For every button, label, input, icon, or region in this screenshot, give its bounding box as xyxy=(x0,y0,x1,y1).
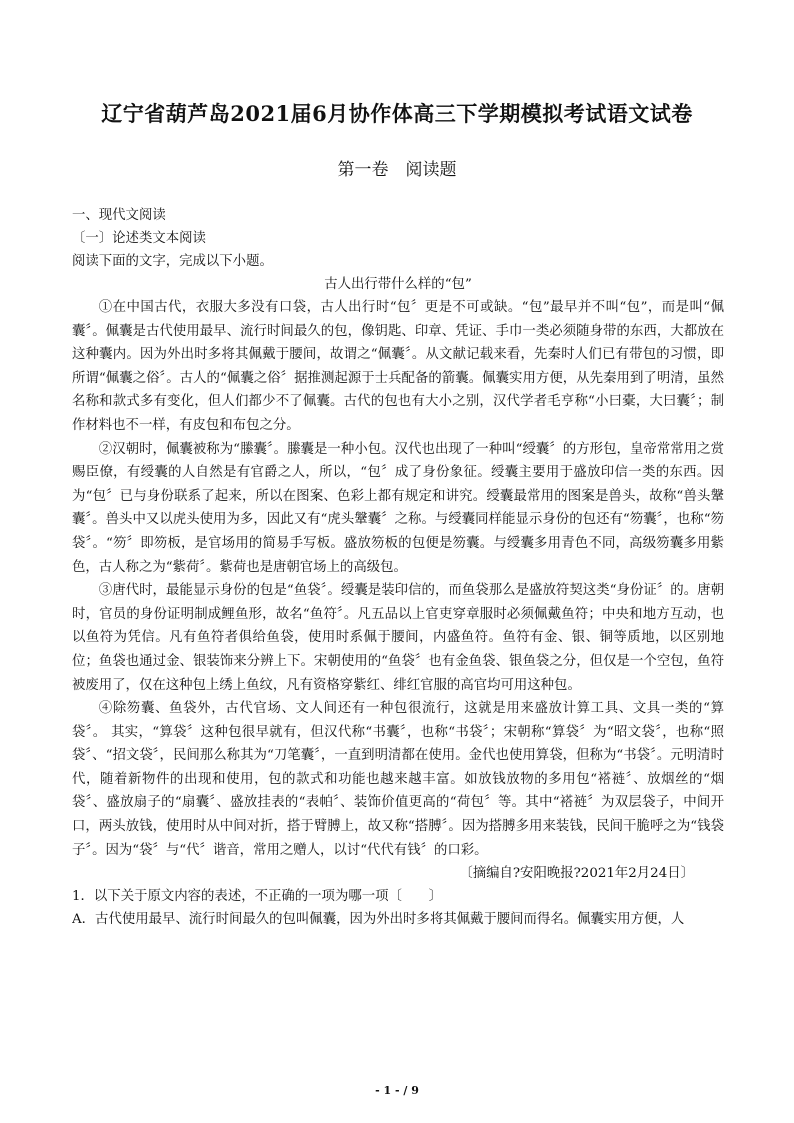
paragraph-4: ④除笏囊、鱼袋外，古代官场、文人间还有一种包很流行，这就是用来盛放计算工具、文具一类的“算袋〞。 其实，“算袋〞这种包很早就有，但汉代称“书囊〞，也称“书袋〞；宋朝称“算袋〞为“昭文袋〞，也称“照袋〞、“招文袋〞，民间那么称其为“刀笔囊〞，一直到明清都在使用。金代也使用算袋，但称为“书袋〞。元明清时代，随着新物件的出现和使用，包的款式和功能也越来越丰富。如放钱放物的多用包“褡裢〞、放烟丝的“烟袋〞、盛放扇子的“扇囊〞、盛放挂表的“表帕〞、装饰价值更高的“荷包〞等。其中“褡裢〞为双层袋子，中间开口，两头放钱，使用时从中间对折，搭于臂膊上，故又称“搭膊〞。因为搭膊多用来装钱，民间干脆呼之为“钱袋子〞。因为“袋〞与“代〞谐音，常用之赠人，以讨“代代有钱〞的口彩。 xyxy=(72,701,724,858)
source-citation: 〔摘编自?安阳晚报?2021年2月24日〕 xyxy=(459,866,694,882)
paragraph-3: ③唐代时，最能显示身份的包是“鱼袋〞。绶囊是装印信的，而鱼袋那么是盛放符契这类“身份证〞的。唐朝时，官员的身份证明制成鲤鱼形，故名“鱼符〞。凡五品以上官吏穿章服时必须佩戴鱼符；中央和地方互动，也以鱼符为凭信。凡有鱼符者俱给鱼袋，使用时系佩于腰间，内盛鱼符。鱼符有金、银、铜等质地，以区别地位；鱼袋也通过金、银装饰来分辨上下。宋朝使用的“鱼袋〞也有金鱼袋、银鱼袋之分，但仅是一个空包，鱼符被废用了，仅在这种包上绣上鱼纹，凡有资格穿紫红、绯红官服的高官均可用这种包。 xyxy=(72,583,724,693)
document-body xyxy=(72,204,724,931)
paragraph-2: ②汉朝时，佩囊被称为“縢囊〞。縢囊是一种小包。汉代也出现了一种叫“绶囊〞的方形包，皇帝常常用之赏赐臣僚，有绶囊的人自然是有官爵之人，所以，“包〞成了身份象征。绶囊主要用于盛放印信一类的东西。因为“包〞已与身份联系了起来，所以在图案、色彩上都有规定和讲究。绶囊最常用的图案是兽头，故称“兽头鞶囊〞。兽头中又以虎头使用为多，因此又有“虎头鞶囊〞之称。与绶囊同样能显示身份的包还有“笏囊〞，也称“笏袋〞。“笏〞即笏板，是官场用的简易手写板。盛放笏板的包便是笏囊。与绶囊多用青色不同，高级笏囊多用紫色，古人称之为“紫荷〞。紫荷也是唐朝官场上的高级包。 xyxy=(72,441,724,575)
reading-instruction: 阅读下面的文字，完成以下小题。 xyxy=(72,254,273,269)
page-number: - 1 - / 9 xyxy=(375,1084,419,1097)
exam-title: 辽宁省葫芦岛2021届6月协作体高三下学期模拟考试语文试卷 xyxy=(101,101,693,126)
question-option-a: A．古代使用最早、流行时间最久的包叫佩囊，因为外出时多将其佩戴于腰间而得名。佩囊实用方便，人 xyxy=(72,912,685,928)
article-title: 古人出行带什么样的“包” xyxy=(324,277,472,292)
question-stem: 1．以下关于原文内容的表述，不正确的一项为哪一项〔 〕 xyxy=(72,889,443,905)
paragraph-1: ①在中国古代，衣服大多没有口袋，古人出行时“包〞更是不可或缺。“包”最早并不叫“包”，而是叫“佩囊〞。佩囊是古代使用最早、流行时间最久的包，像钥匙、印章、凭证、手巾一类必须随身带的东西，大都放在这种囊内。因为外出时多将其佩戴于腰间，故谓之“佩囊〞。从文献记载来看，先秦时人们已有带包的习惯，即所谓“佩囊之俗〞。古人的“佩囊之俗〞据推测起源于士兵配备的箭囊。佩囊实用方便，从先秦用到了明清，虽然名称和款式多有变化，但人们都少不了佩囊。古代的包也有大小之别，汉代学者毛亨称“小曰橐，大曰囊〞；制作材料也不一样，有皮包和布包之分。 xyxy=(72,300,724,433)
section-heading: 一、现代文阅读 xyxy=(72,208,166,223)
volume-heading: 第一卷 阅读题 xyxy=(337,160,457,180)
subsection-heading: 〔一〕论述类文本阅读 xyxy=(72,231,206,246)
